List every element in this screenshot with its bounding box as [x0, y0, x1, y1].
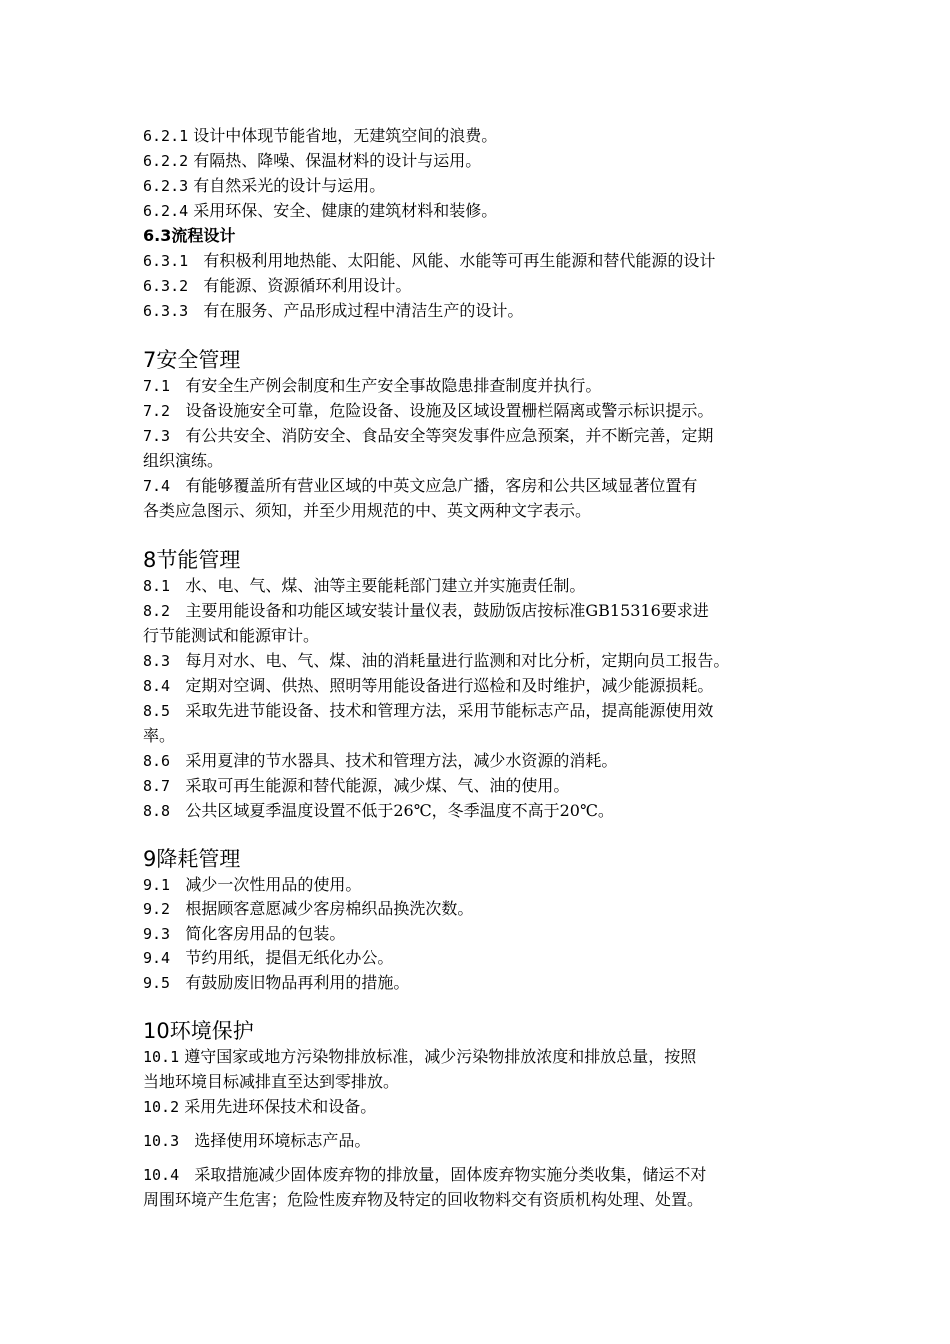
clause-10-4-continuation: 周围环境产生危害；危险性废弃物及特定的回收物料交有资质机构处理、处置。	[143, 1190, 704, 1209]
clause-6-3-3: 6.3.3 有在服务、产品形成过程中清洁生产的设计。	[143, 301, 524, 320]
clause-8-2: 8.2 主要用能设备和功能区域安装计量仪表，鼓励饭店按标准GB15316要求进	[143, 601, 709, 620]
clause-7-2: 7.2 设备设施安全可靠，危险设备、设施及区域设置栅栏隔离或警示标识提示。	[143, 401, 714, 420]
clause-8-3: 8.3 每月对水、电、气、煤、油的消耗量进行监测和对比分析，定期向员工报告。	[143, 651, 730, 670]
clause-9-5: 9.5 有鼓励废旧物品再利用的措施。	[143, 973, 410, 992]
clause-6-3-2: 6.3.2 有能源、资源循环利用设计。	[143, 276, 412, 295]
section-heading-7: 7安全管理	[143, 348, 241, 372]
clause-8-5-continuation: 率。	[143, 726, 176, 745]
clause-10-4: 10.4 采取措施减少固体废弃物的排放量，固体废弃物实施分类收集，储运不对	[143, 1165, 707, 1184]
subsection-heading-6-3: 6.3流程设计	[143, 226, 236, 245]
clause-8-6: 8.6 采用夏津的节水器具、技术和管理方法，减少水资源的消耗。	[143, 751, 618, 770]
clause-7-3: 7.3 有公共安全、消防安全、食品安全等突发事件应急预案，并不断完善，定期	[143, 426, 714, 445]
clause-7-3-continuation: 组织演练。	[143, 451, 224, 470]
clause-9-1: 9.1 减少一次性用品的使用。	[143, 875, 362, 894]
section-heading-9: 9降耗管理	[143, 847, 241, 871]
section-heading-8: 8节能管理	[143, 548, 241, 572]
clause-6-3-1: 6.3.1 有积极利用地热能、太阳能、风能、水能等可再生能源和替代能源的设计	[143, 251, 716, 270]
clause-10-3: 10.3 选择使用环境标志产品。	[143, 1131, 371, 1150]
clause-8-7: 8.7 采取可再生能源和替代能源，减少煤、气、油的使用。	[143, 776, 570, 795]
clause-8-1: 8.1 水、电、气、煤、油等主要能耗部门建立并实施责任制。	[143, 576, 586, 595]
clause-8-8: 8.8 公共区域夏季温度设置不低于26℃，冬季温度不高于20℃。	[143, 801, 614, 820]
clause-10-1-continuation: 当地环境目标减排直至达到零排放。	[143, 1072, 400, 1091]
clause-7-4-continuation: 各类应急图示、须知，并至少用规范的中、英文两种文字表示。	[143, 501, 592, 520]
clause-9-2: 9.2 根据顾客意愿减少客房棉织品换洗次数。	[143, 899, 474, 918]
clause-6-2-4: 6.2.4 采用环保、安全、健康的建筑材料和装修。	[143, 201, 498, 220]
section-heading-10: 10环境保护	[143, 1019, 254, 1043]
clause-10-2: 10.2 采用先进环保技术和设备。	[143, 1097, 377, 1116]
clause-9-3: 9.3 简化客房用品的包装。	[143, 924, 346, 943]
clause-9-4: 9.4 节约用纸，提倡无纸化办公。	[143, 948, 394, 967]
clause-7-4: 7.4 有能够覆盖所有营业区域的中英文应急广播，客房和公共区域显著位置有	[143, 476, 698, 495]
clause-8-4: 8.4 定期对空调、供热、照明等用能设备进行巡检和及时维护，减少能源损耗。	[143, 676, 714, 695]
clause-10-1: 10.1 遵守国家或地方污染物排放标准，减少污染物排放浓度和排放总量，按照	[143, 1047, 697, 1066]
clause-7-1: 7.1 有安全生产例会制度和生产安全事故隐患排查制度并执行。	[143, 376, 602, 395]
clause-6-2-3: 6.2.3 有自然采光的设计与运用。	[143, 176, 386, 195]
clause-6-2-2: 6.2.2 有隔热、降噪、保温材料的设计与运用。	[143, 151, 482, 170]
clause-8-5: 8.5 采取先进节能设备、技术和管理方法，采用节能标志产品，提高能源使用效	[143, 701, 714, 720]
clause-6-2-1: 6.2.1 设计中体现节能省地，无建筑空间的浪费。	[143, 126, 498, 145]
clause-8-2-continuation: 行节能测试和能源审计。	[143, 626, 320, 645]
